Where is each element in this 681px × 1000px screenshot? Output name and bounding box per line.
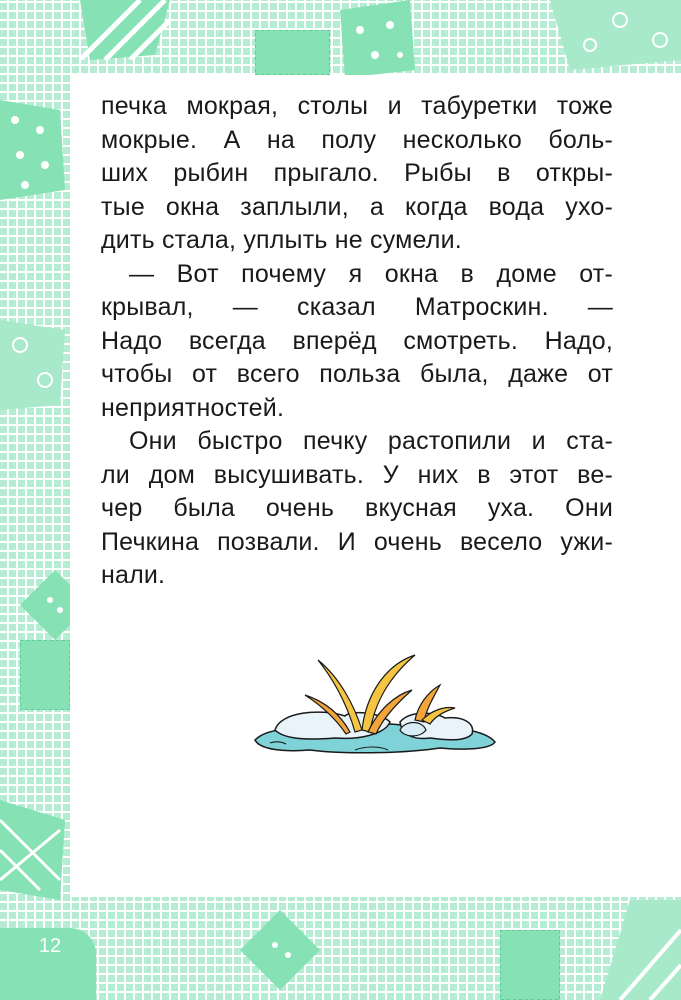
patch-left-flower [0, 320, 70, 410]
page-number: 12 [38, 935, 62, 957]
text-line: крывал, — сказал Матроскин. — [101, 293, 613, 321]
text-line: Печкина позвали. И очень весело ужи- [101, 527, 613, 556]
patch-top-right [550, 0, 681, 70]
patch-bottom-square [500, 930, 560, 1000]
text-line: чер была очень вкусная уха. Они [101, 494, 613, 522]
text-line: Надо всегда вперёд смотреть. Надо, [101, 326, 613, 355]
patch-bottom-right [600, 900, 681, 1000]
text-line: тые окна заплыли, а когда вода ухо- [101, 192, 613, 221]
text-line: дить стала, уплыть не сумели. [101, 226, 462, 254]
text-line: чтобы от всего польза была, даже от [101, 360, 613, 388]
text-line: мокрые. А на полу несколько боль- [101, 125, 613, 154]
patch-top-flower [330, 0, 420, 80]
patch-top-middle [255, 30, 330, 75]
puddle-grass-illustration [250, 650, 500, 770]
patch-left-dots [0, 100, 70, 200]
story-text [101, 90, 613, 593]
text-line: неприятностей. [101, 393, 285, 422]
text-line: печка мокрая, столы и табуретки тоже [101, 92, 613, 120]
text-line: ших рыбин прыгало. Рыбы в откры- [101, 159, 613, 187]
text-line: Они быстро печку растопили и ста- [129, 427, 613, 455]
patch-bottom-diamond [240, 910, 320, 990]
text-line: нали. [101, 561, 166, 589]
text-line: ли дом высушивать. У них в этот ве- [101, 460, 613, 489]
patch-left-check [0, 800, 70, 900]
patch-top-left [80, 0, 170, 60]
patch-left-square [20, 640, 70, 710]
text-line: — Вот почему я окна в доме от- [129, 259, 613, 288]
